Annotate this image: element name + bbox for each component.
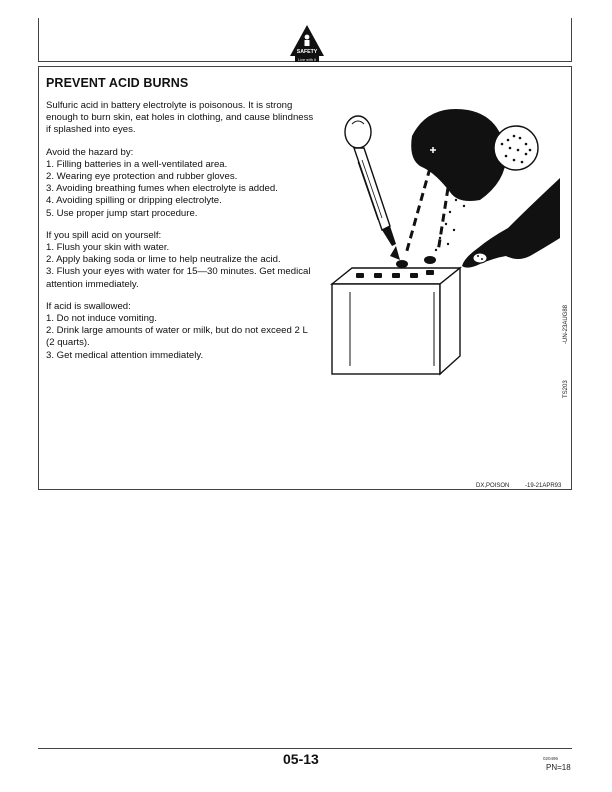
section-title: PREVENT ACID BURNS — [46, 76, 189, 90]
acid-swallowed-list: If acid is swallowed: 1. Do not induce vomiting. 2. Drink large amounts of water or milk, but do not exceed 2 L (2 quarts). 3. Get medical attention immediately. — [46, 300, 308, 361]
intro-paragraph: Sulfuric acid in battery electrolyte is poisonous. It is strong enough to burn skin, eat holes in clothing, and cause blindness if splashed into eyes. — [46, 100, 314, 136]
safety-label: SAFETY — [296, 49, 318, 55]
avoid-hazard-list: Avoid the hazard by: 1. Filling batteries in a well-ventilated area. 2. Wearing eye protection and rubber gloves. 3. Avoiding breathing fumes when electrolyte is added. 4. Avoiding spilling or dripping electrolyte. 5. Use proper jump start procedure. — [46, 146, 278, 219]
section-body — [46, 100, 316, 372]
hydrometer-icon — [345, 116, 400, 260]
acid-spill-list: If you spill acid on yourself: 1. Flush your skin with water. 2. Apply baking soda or lime to help neutralize the acid. 3. Flush your eyes with water for 15—30 minutes. Get medical attention immediately. — [46, 229, 311, 290]
illustration-code: -UN-23AUG88 — [563, 304, 569, 344]
safety-tagline: Live with it — [298, 58, 316, 62]
doc-code: 020496 — [543, 756, 559, 761]
battery-icon — [332, 256, 460, 374]
illustration-ref: TS203 — [563, 380, 569, 398]
module-date: -19-21APR93 — [525, 483, 562, 489]
safety-alert-icon — [289, 24, 325, 64]
pn-number: PN=18 — [546, 763, 571, 772]
page-number: 05-13 — [283, 751, 319, 767]
module-code: DX,POISON — [476, 483, 510, 489]
footer-divider — [38, 748, 572, 749]
battery-acid-hazard-illustration — [330, 88, 560, 378]
